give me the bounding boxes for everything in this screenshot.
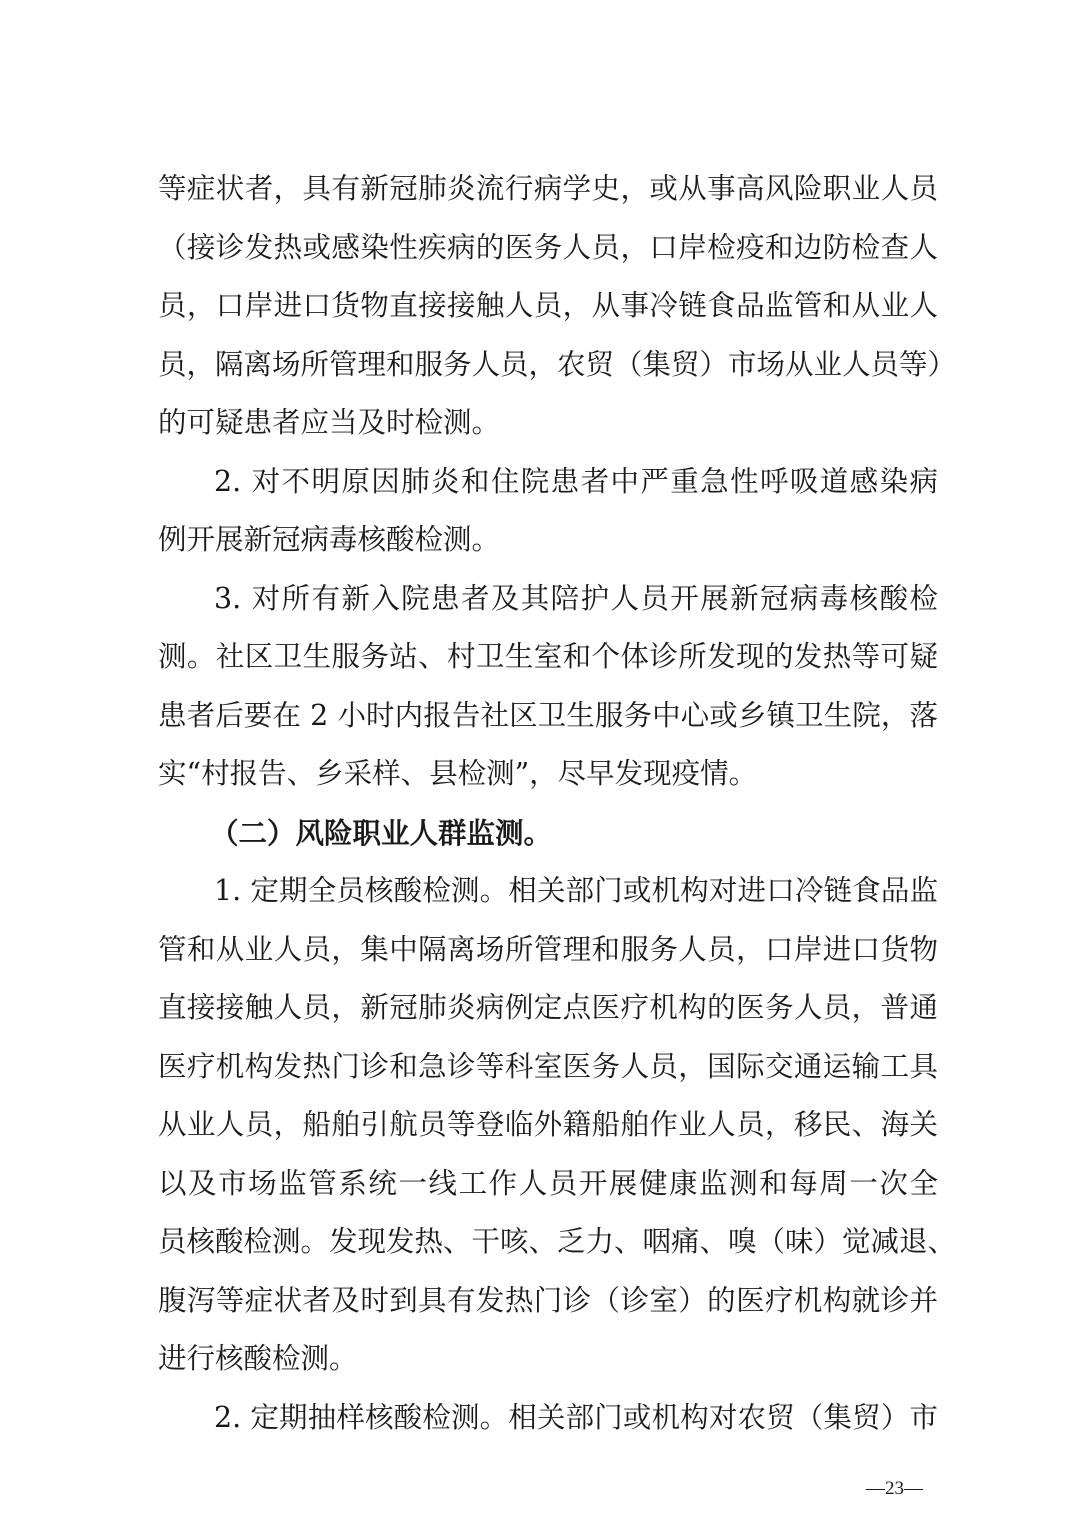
- text-line: 等症状者，具有新冠肺炎流行病学史，或从事高风险职业人员: [158, 172, 938, 205]
- text-line: 进行核酸检测。: [158, 1342, 358, 1375]
- text-line: 实“村报告、乡采样、县检测”，尽早发现疫情。: [158, 757, 758, 790]
- text-line: 腹泻等症状者及时到具有发热门诊（诊室）的医疗机构就诊并: [158, 1283, 938, 1317]
- body-text: [158, 160, 957, 1447]
- text-line: 的可疑患者应当及时检测。: [158, 406, 501, 439]
- text-line: 员，口岸进口货物直接接触人员，从事冷链食品监管和从业人: [158, 289, 938, 322]
- text-line: 管和从业人员，集中隔离场所管理和服务人员，口岸进口货物: [158, 932, 938, 966]
- text-line: 从业人员，船舶引航员等登临外籍船舶作业人员，移民、海关: [158, 1108, 938, 1141]
- text-line: 直接接触人员，新冠肺炎病例定点医疗机构的医务人员，普通: [158, 991, 938, 1024]
- text-line: 员核酸检测。发现发热、干咳、乏力、咽痛、嗅（味）觉减退、: [158, 1225, 957, 1258]
- page-number: —23—: [866, 1478, 923, 1499]
- text-line: 患者后要在 2 小时内报告社区卫生服务中心或乡镇卫生院，落: [158, 698, 938, 732]
- text-line: 2. 对不明原因肺炎和住院患者中严重急性呼吸道感染病: [214, 464, 938, 498]
- section-heading: （二）风险职业人群监测。: [210, 815, 553, 850]
- text-line: 以及市场监管系统一线工作人员开展健康监测和每周一次全: [158, 1166, 938, 1200]
- text-line: （接诊发热或感染性疾病的医务人员，口岸检疫和边防检查人: [158, 230, 938, 264]
- text-line: 员，隔离场所管理和服务人员，农贸（集贸）市场从业人员等）: [158, 347, 957, 381]
- text-line: 3. 对所有新入院患者及其陪护人员开展新冠病毒核酸检: [214, 581, 938, 615]
- text-line: 例开展新冠病毒核酸检测。: [158, 523, 501, 556]
- text-line: 医疗机构发热门诊和急诊等科室医务人员，国际交通运输工具: [158, 1049, 938, 1083]
- text-line: 1. 定期全员核酸检测。相关部门或机构对进口冷链食品监: [214, 874, 938, 907]
- text-line: 2. 定期抽样核酸检测。相关部门或机构对农贸（集贸）市: [214, 1400, 938, 1434]
- text-line: 测。社区卫生服务站、村卫生室和个体诊所发现的发热等可疑: [158, 640, 938, 673]
